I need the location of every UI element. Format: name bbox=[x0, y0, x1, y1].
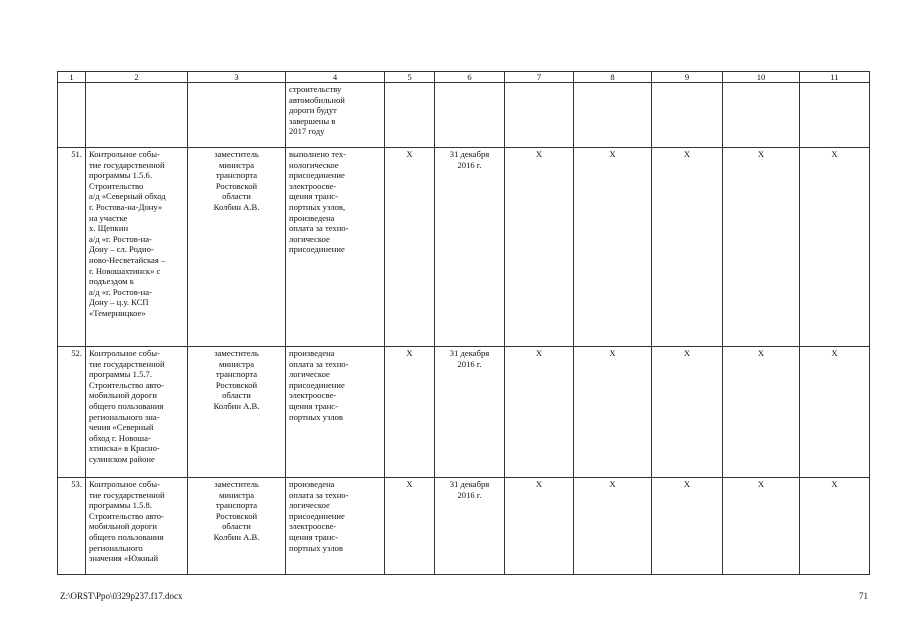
col9-cell: X bbox=[652, 478, 723, 575]
event-cell bbox=[86, 83, 188, 148]
result-cell: выполнено тех- нологическое присоединение электроосве- щения транс- портных узлов, произведена оплата за техно- логическое присоединение bbox=[286, 148, 385, 347]
header-row bbox=[58, 72, 870, 83]
result-cell: произведена оплата за техно- логическое присоединение электроосве- щения транс- портных узлов bbox=[286, 478, 385, 575]
row-number: 52. bbox=[58, 347, 86, 478]
col7-cell: X bbox=[505, 148, 574, 347]
col8-cell: X bbox=[574, 478, 652, 575]
responsible-cell: заместитель министра транспорта Ростовской области Колбин А.В. bbox=[188, 478, 286, 575]
event-cell: Контрольное собы- тие государственной программы 1.5.8. Строительство авто- мобильной дороги общего пользования регионального значения «Южный bbox=[86, 478, 188, 575]
header-cell: 10 bbox=[723, 72, 800, 83]
date-cell: 31 декабря 2016 г. bbox=[435, 148, 505, 347]
col10-cell: X bbox=[723, 347, 800, 478]
result-cell: произведена оплата за техно- логическое присоединение электроосве- щения транс- портных узлов bbox=[286, 347, 385, 478]
col7-cell bbox=[505, 83, 574, 148]
col5-cell: X bbox=[385, 347, 435, 478]
col7-cell: X bbox=[505, 347, 574, 478]
col5-cell: X bbox=[385, 478, 435, 575]
footer-file-path: Z:\ORST\Ppo\0329p237.f17.docx bbox=[60, 591, 183, 601]
header-cell: 2 bbox=[86, 72, 188, 83]
col5-cell bbox=[385, 83, 435, 148]
row-number: 53. bbox=[58, 478, 86, 575]
responsible-cell: заместитель министра транспорта Ростовской области Колбин А.В. bbox=[188, 148, 286, 347]
table-row bbox=[58, 347, 870, 478]
event-cell: Контрольное собы- тие государственной программы 1.5.6. Строительство а/д «Северный обход г. Ростова-на-Дону» на участке х. Щепкин а/д «г. Ростов-на- Дону – сл. Родио- ново-Несветайская – г. Новошахтинск» с подъездом к а/д «г. Ростов-на- Дону – ц.у. КСП «Темерницкое» bbox=[86, 148, 188, 347]
table-row bbox=[58, 478, 870, 575]
col11-cell: X bbox=[800, 148, 870, 347]
date-cell bbox=[435, 83, 505, 148]
header-cell: 4 bbox=[286, 72, 385, 83]
result-cell: строительству автомобильной дороги будут завершены в 2017 году bbox=[286, 83, 385, 148]
footer-page-number: 71 bbox=[859, 591, 868, 601]
col10-cell bbox=[723, 83, 800, 148]
event-cell: Контрольное собы- тие государственной программы 1.5.7. Строительство авто- мобильной дороги общего пользования регионального зна- чения «Северный обход г. Новоша- хтинска» в Красно- сулинском районе bbox=[86, 347, 188, 478]
col9-cell: X bbox=[652, 347, 723, 478]
header-cell: 1 bbox=[58, 72, 86, 83]
col11-cell bbox=[800, 83, 870, 148]
header-cell: 9 bbox=[652, 72, 723, 83]
col10-cell: X bbox=[723, 148, 800, 347]
table-row bbox=[58, 148, 870, 347]
header-cell: 11 bbox=[800, 72, 870, 83]
table-row bbox=[58, 83, 870, 148]
row-number: 51. bbox=[58, 148, 86, 347]
col8-cell: X bbox=[574, 148, 652, 347]
row-number bbox=[58, 83, 86, 148]
col9-cell: X bbox=[652, 148, 723, 347]
responsible-cell: заместитель министра транспорта Ростовской области Колбин А.В. bbox=[188, 347, 286, 478]
header-cell: 3 bbox=[188, 72, 286, 83]
header-cell: 8 bbox=[574, 72, 652, 83]
col9-cell bbox=[652, 83, 723, 148]
col8-cell: X bbox=[574, 347, 652, 478]
col10-cell: X bbox=[723, 478, 800, 575]
col5-cell: X bbox=[385, 148, 435, 347]
header-cell: 6 bbox=[435, 72, 505, 83]
responsible-cell bbox=[188, 83, 286, 148]
col11-cell: X bbox=[800, 347, 870, 478]
table-body bbox=[58, 72, 870, 575]
date-cell: 31 декабря 2016 г. bbox=[435, 478, 505, 575]
date-cell: 31 декабря 2016 г. bbox=[435, 347, 505, 478]
col11-cell: X bbox=[800, 478, 870, 575]
header-cell: 5 bbox=[385, 72, 435, 83]
col7-cell: X bbox=[505, 478, 574, 575]
plan-table bbox=[57, 71, 870, 575]
header-cell: 7 bbox=[505, 72, 574, 83]
col8-cell bbox=[574, 83, 652, 148]
